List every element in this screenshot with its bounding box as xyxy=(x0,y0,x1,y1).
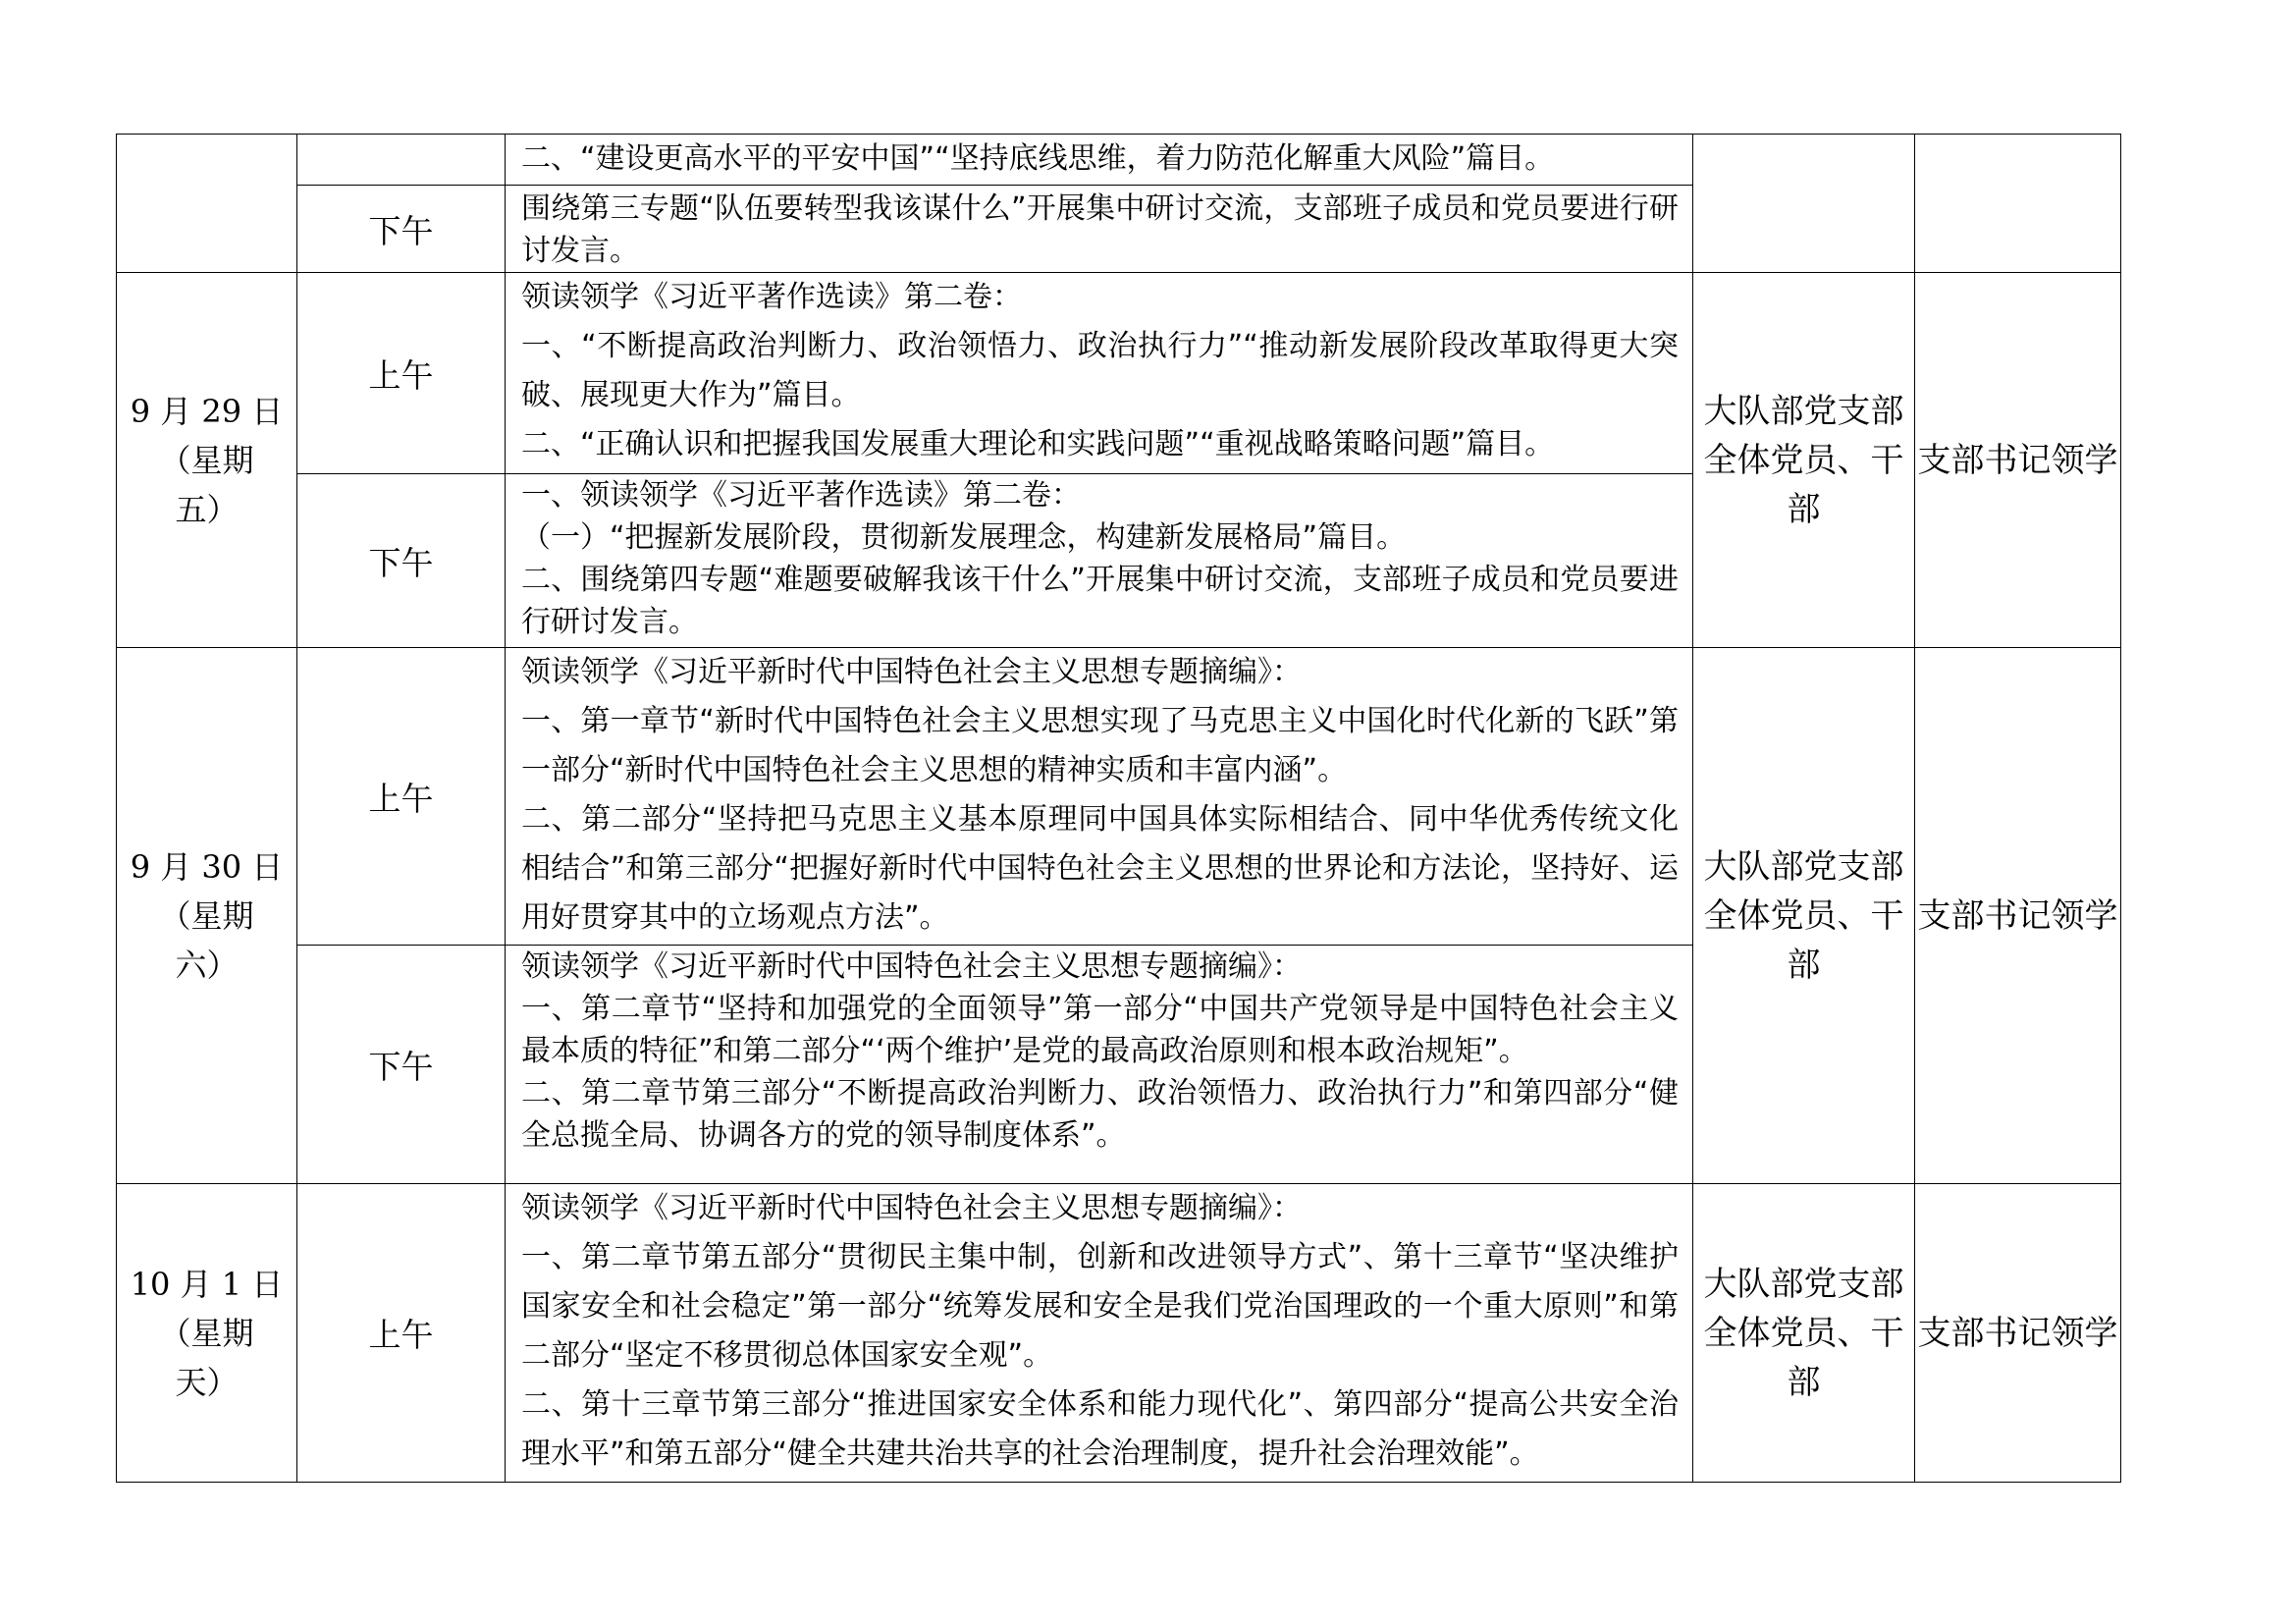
time-cell: 上午 xyxy=(297,648,506,946)
weekday-text: （星期 xyxy=(159,1314,254,1352)
content-line: 二、围绕第四专题“难题要破解我该干什么”开展集中研讨交流，支部班子成员和党员要进行研讨发言。 xyxy=(521,563,1679,639)
participants-cell xyxy=(1693,135,1915,273)
content-cell xyxy=(506,1184,1693,1483)
schedule-table xyxy=(116,134,2121,1483)
date-cell xyxy=(117,1184,297,1483)
time-cell: 下午 xyxy=(297,946,506,1184)
content-line: 二、第二部分“坚持把马克思主义基本原理同中国具体实际相结合、同中华优秀传统文化相结合”和第三部分“把握好新时代中国特色社会主义思想的世界论和方法论，坚持好、运用好贯穿其中的立场观点方法”。 xyxy=(521,802,1679,935)
table-row xyxy=(117,1184,2121,1483)
content-cell xyxy=(506,474,1693,648)
content-line: 领读领学《习近平新时代中国特色社会主义思想专题摘编》： xyxy=(521,655,1302,689)
leader-cell: 支部书记领学 xyxy=(1915,1184,2121,1483)
content-cell xyxy=(506,135,1693,186)
weekday-text: 五） xyxy=(175,490,239,528)
content-line: 领读领学《习近平新时代中国特色社会主义思想专题摘编》： xyxy=(521,1191,1302,1225)
content-line: 二、第十三章节第三部分“推进国家安全体系和能力现代化”、第四部分“提高公共安全治理水平”和第五部分“健全共建共治共享的社会治理制度，提升社会治理效能”。 xyxy=(521,1387,1679,1471)
date-cell xyxy=(117,648,297,1184)
content-line: 二、“正确认识和把握我国发展重大理论和实践问题”“重视战略策略问题”篇目。 xyxy=(521,427,1555,461)
date-cell xyxy=(117,273,297,648)
content-line: 一、“不断提高政治判断力、政治领悟力、政治执行力”“推动新发展阶段改革取得更大突破、展现更大作为”篇目。 xyxy=(521,329,1679,412)
leader-cell: 支部书记领学 xyxy=(1915,273,2121,648)
date-cell xyxy=(117,135,297,273)
content-line: （一）“把握新发展阶段，贯彻新发展理念，构建新发展格局”篇目。 xyxy=(521,520,1407,555)
content-line: 一、第一章节“新时代中国特色社会主义思想实现了马克思主义中国化时代化新的飞跃”第一部分“新时代中国特色社会主义思想的精神实质和丰富内涵”。 xyxy=(521,704,1679,787)
time-cell: 上午 xyxy=(297,273,506,474)
participants-cell: 大队部党支部全体党员、干部 xyxy=(1693,273,1915,648)
weekday-text: （星期 xyxy=(159,896,254,935)
table-row xyxy=(117,273,2121,474)
content-cell xyxy=(506,186,1693,273)
date-text: 10 月 1 日 xyxy=(130,1265,284,1303)
content-line: 一、第二章节“坚持和加强党的全面领导”第一部分“中国共产党领导是中国特色社会主义最本质的特征”和第二部分“‘两个维护’是党的最高政治原则和根本政治规矩”。 xyxy=(521,992,1679,1068)
content-line: 领读领学《习近平新时代中国特色社会主义思想专题摘编》： xyxy=(521,949,1302,984)
participants-cell: 大队部党支部全体党员、干部 xyxy=(1693,1184,1915,1483)
participants-cell: 大队部党支部全体党员、干部 xyxy=(1693,648,1915,1184)
content-line: 一、领读领学《习近平著作选读》第二卷： xyxy=(521,478,1081,513)
content-cell xyxy=(506,273,1693,474)
time-cell: 上午 xyxy=(297,1184,506,1483)
time-cell: 下午 xyxy=(297,186,506,273)
date-text: 9 月 30 日 xyxy=(130,847,284,886)
leader-cell: 支部书记领学 xyxy=(1915,648,2121,1184)
time-cell xyxy=(297,135,506,186)
table-row xyxy=(117,135,2121,186)
weekday-text: 天） xyxy=(175,1363,239,1401)
leader-cell xyxy=(1915,135,2121,273)
weekday-text: （星期 xyxy=(159,441,254,479)
content-line: 领读领学《习近平著作选读》第二卷： xyxy=(521,280,1022,314)
content-cell xyxy=(506,946,1693,1184)
content-line: 二、第二章节第三部分“不断提高政治判断力、政治领悟力、政治执行力”和第四部分“健全总揽全局、协调各方的党的领导制度体系”。 xyxy=(521,1076,1679,1153)
weekday-text: 六） xyxy=(175,946,239,984)
content-line: 一、第二章节第五部分“贯彻民主集中制，创新和改进领导方式”、第十三章节“坚决维护国家安全和社会稳定”第一部分“统筹发展和安全是我们党治国理政的一个重大原则”和第二部分“坚定不移贯彻总体国家安全观”。 xyxy=(521,1240,1679,1373)
content-line: 围绕第三专题“队伍要转型我该谋什么”开展集中研讨交流，支部班子成员和党员要进行研讨发言。 xyxy=(521,191,1679,268)
date-text: 9 月 29 日 xyxy=(130,392,284,430)
table-row xyxy=(117,648,2121,946)
content-cell xyxy=(506,648,1693,946)
content-line: 二、“建设更高水平的平安中国”“坚持底线思维，着力防范化解重大风险”篇目。 xyxy=(521,141,1555,176)
time-cell: 下午 xyxy=(297,474,506,648)
